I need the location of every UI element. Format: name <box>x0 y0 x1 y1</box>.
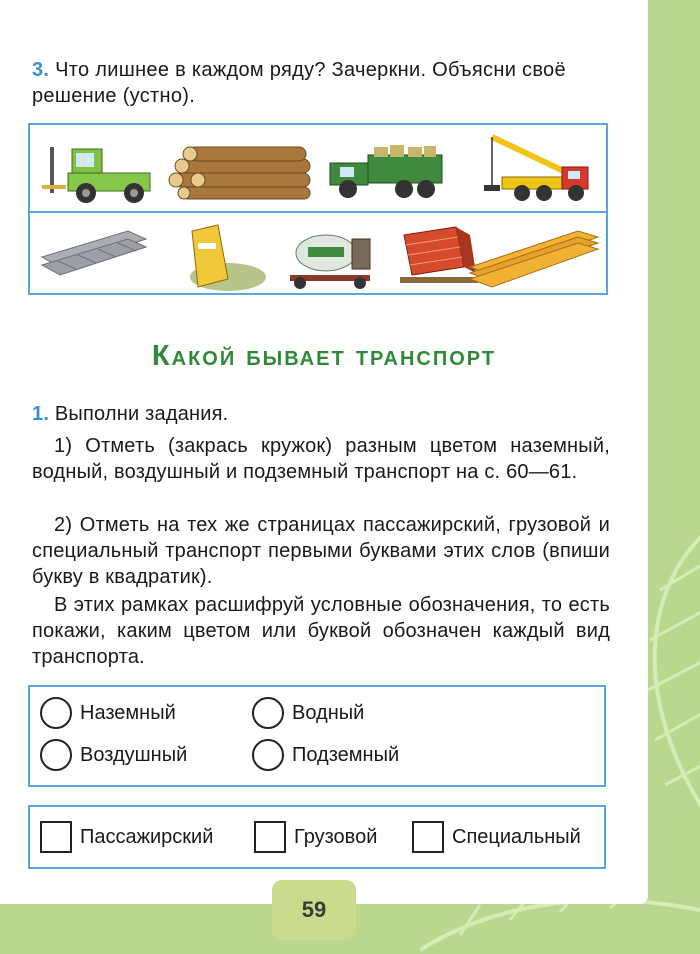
concrete-mixer-picture[interactable] <box>276 217 384 293</box>
square-checkbox[interactable] <box>40 821 72 853</box>
page-number: 59 <box>272 880 356 940</box>
legend-air-label: Воздушный <box>80 743 188 766</box>
task-1-intro-text: Выполни задания. <box>54 403 229 425</box>
task-1-item-2: 2) Отметь на тех же страницах пассажирский, грузовой и специальный транспорт первыми буквами этих слов (впиши букву в квадратик). <box>32 514 610 588</box>
transport-purpose-legend <box>28 805 606 869</box>
section-heading: Какой бывает транспорт <box>151 340 497 372</box>
circle-checkbox[interactable] <box>40 697 72 729</box>
legend-passenger-label: Пассажирский <box>80 825 214 848</box>
odd-one-out-pictures <box>28 123 608 295</box>
task-1-item-1: 1) Отметь (закрась кружок) разным цветом наземный, водный, воздушный и подземный транспорт на с. 60—61. <box>32 435 610 483</box>
legend-special[interactable] <box>412 821 581 853</box>
log-pile-picture[interactable] <box>168 129 316 205</box>
circle-checkbox[interactable] <box>40 739 72 771</box>
legend-underground[interactable] <box>252 739 399 771</box>
legend-water-label: Водный <box>292 701 365 724</box>
transport-type-legend <box>28 685 606 787</box>
legend-ground[interactable] <box>40 697 176 729</box>
task-1-intro <box>32 401 610 427</box>
wooden-boards-picture[interactable] <box>466 217 602 293</box>
task-3 <box>32 57 612 109</box>
forklift-truck-picture[interactable] <box>38 129 158 205</box>
legend-cargo[interactable] <box>254 821 377 853</box>
legend-ground-label: Наземный <box>80 701 176 724</box>
circle-checkbox[interactable] <box>252 739 284 771</box>
legend-cargo-label: Грузовой <box>294 825 378 848</box>
picture-row-1 <box>30 125 606 209</box>
crane-truck-picture[interactable] <box>462 129 602 205</box>
picture-row-2 <box>30 213 606 297</box>
task-1-note: В этих рамках расшифруй условные обозначения, то есть покажи, каким цветом или буквой обозначен каждый вид транспорта. <box>32 594 610 668</box>
cement-bag-picture[interactable] <box>158 217 268 293</box>
legend-passenger[interactable] <box>40 821 213 853</box>
square-checkbox[interactable] <box>254 821 286 853</box>
task-3-text: Что лишнее в каждом ряду? Зачеркни. Объясни своё решение (устно). <box>32 59 566 107</box>
dump-truck-picture[interactable] <box>324 129 448 205</box>
task-1-number: 1. <box>32 403 50 425</box>
legend-water[interactable] <box>252 697 364 729</box>
circle-checkbox[interactable] <box>252 697 284 729</box>
square-checkbox[interactable] <box>412 821 444 853</box>
slate-sheets-picture[interactable] <box>38 217 150 293</box>
legend-air[interactable] <box>40 739 187 771</box>
task-3-number: 3. <box>32 59 50 81</box>
legend-underground-label: Подземный <box>292 743 400 766</box>
legend-special-label: Специальный <box>452 825 581 848</box>
